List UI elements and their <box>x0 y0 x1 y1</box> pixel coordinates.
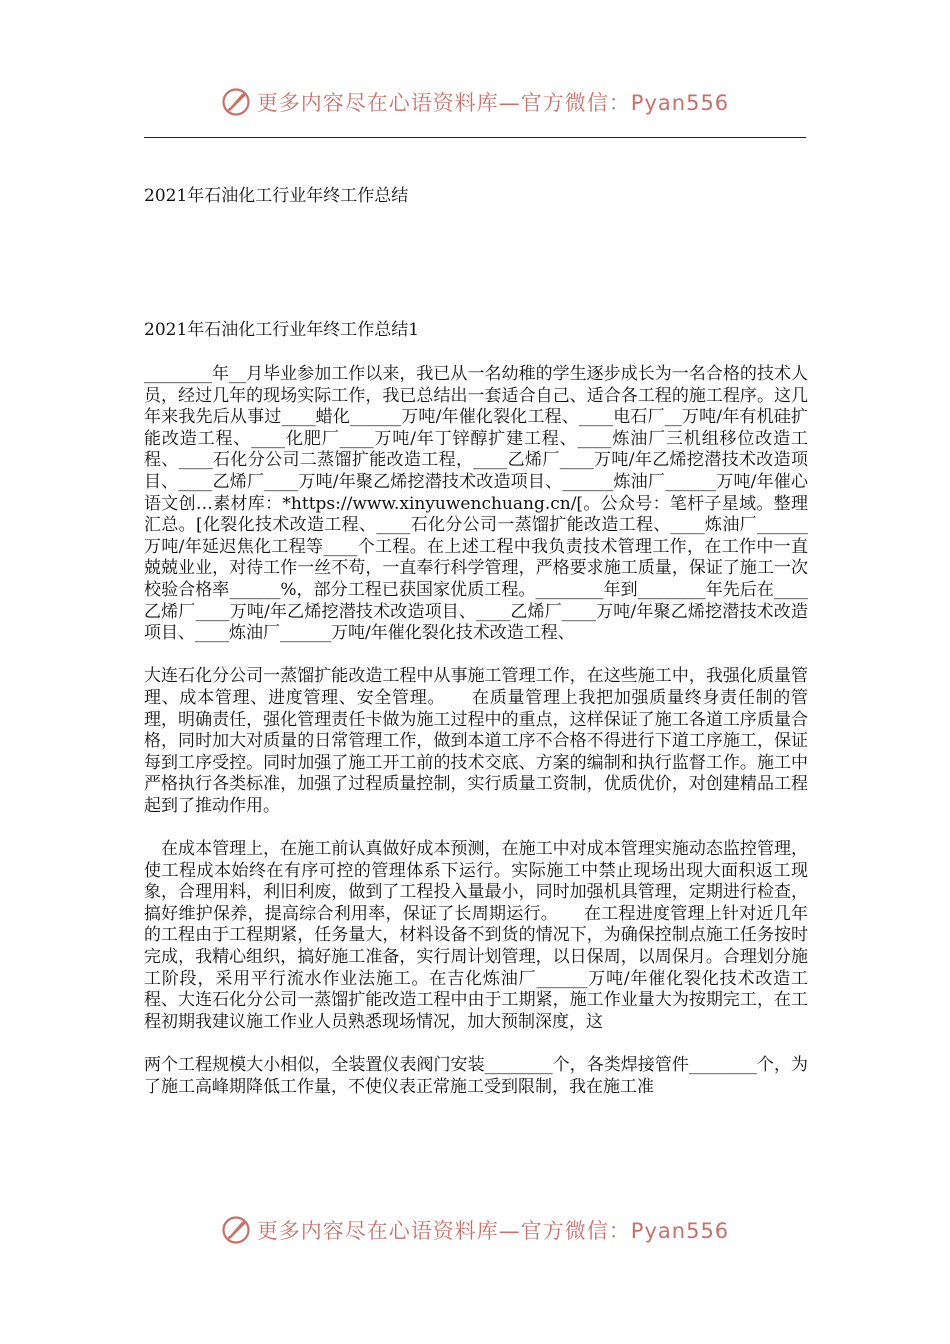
document-title: 2021年石油化工行业年终工作总结 <box>144 186 409 206</box>
header-divider <box>144 137 806 138</box>
paragraph-1: ________年__月毕业参加工作以来，我已从一名幼稚的学生逐步成长为一名合格的技术人员，经过几年的现场实际工作，我已总结出一套适合自己、适合各工程的施工程序。这几年来我先后从事过____蜡化______万吨/年催化裂化工程、____电石厂__万吨/年有机硅扩能改造工程、____化肥厂____万吨/年丁锌醇扩建工程、____炼油厂三机组移位改造工程、____石化分公司二蒸馏扩能改造工程，____乙烯厂____万吨/年乙烯挖潜技术改造项目、____乙烯厂____万吨/年聚乙烯挖潜技术改造项目、______炼油厂______万吨/年催心语文创…素材库：*https://www.xinyuwenchuang.cn/[。公众号：笔杆子星域。整理汇总。[化裂化技术改造工程、____石化分公司一蒸馏扩能改造工程、____炼油厂______万吨/年延迟焦化工程等____个工程。在上述工程中我负责技术管理工作，在工作中一直兢兢业业，对待工作一丝不苟，一直奉行科学管理，严格要求施工质量，保证了施工一次校验合格率______%，部分工程已获国家优质工程。________年到________年先后在____乙烯厂____万吨/年乙烯挖潜技术改造项目、____乙烯厂____万吨/年聚乙烯挖潜技术改造项目、____炼油厂______万吨/年催化裂化技术改造工程、 <box>144 364 808 644</box>
banner-text: 更多内容尽在心语资料库—官方微信：Pyan556 <box>256 91 730 115</box>
document-body <box>144 364 808 1098</box>
quill-pen-circle-icon <box>221 1215 251 1245</box>
paragraph-3: 在成本管理上，在施工前认真做好成本预测，在施工中对成本管理实施动态监控管理，使工程成本始终在有序可控的管理体系下运行。实际施工中禁止现场出现大面积返工现象，合理用料，利旧利废，做到了工程投入量最小，同时加强机具管理，定期进行检查，搞好维护保养，提高综合利用率，保证了长周期运行。 在工程进度管理上针对近几年的工程由于工程期紧，任务量大，材料设备不到货的情况下，为确保控制点施工任务按时完成，我精心组织，搞好施工准备，实行周计划管理，以日保周，以周保月。合理划分施工阶段，采用平行流水作业法施工。在吉化炼油厂______万吨/年催化裂化技术改造工程、大连石化分公司一蒸馏扩能改造工程中由于工期紧，施工作业量大为按期完工，在工程初期我建议施工作业人员熟悉现场情况，加大预制深度，这 <box>144 839 808 1032</box>
section-heading: 2021年石油化工行业年终工作总结1 <box>144 320 420 340</box>
paragraph-4: 两个工程规模大小相似，全装置仪表阀门安装________个，各类焊接管件________个，为了施工高峰期降低工作量，不使仪表正常施工受到限制，我在施工准 <box>144 1055 808 1097</box>
paragraph-2: 大连石化分公司一蒸馏扩能改造工程中从事施工管理工作，在这些施工中，我强化质量管理、成本管理、进度管理、安全管理。 在质量管理上我把加强质量终身责任制的管理，明确责任，强化管理责任卡做为施工过程中的重点，这样保证了施工各道工序质量合格，同时加大对质量的日常管理工作，做到本道工序不合格不得进行下道工序施工，保证每到工序受控。同时加强了施工开工前的技术交底、方案的编制和执行监督工作。施工中严格执行各类标准，加强了过程质量控制，实行质量工资制，优质优价，对创建精品工程起到了推动作用。 <box>144 666 808 816</box>
footer-banner <box>0 1208 950 1252</box>
quill-pen-circle-icon <box>221 87 251 117</box>
header-banner <box>0 80 950 124</box>
banner-text: 更多内容尽在心语资料库—官方微信：Pyan556 <box>256 1219 730 1243</box>
